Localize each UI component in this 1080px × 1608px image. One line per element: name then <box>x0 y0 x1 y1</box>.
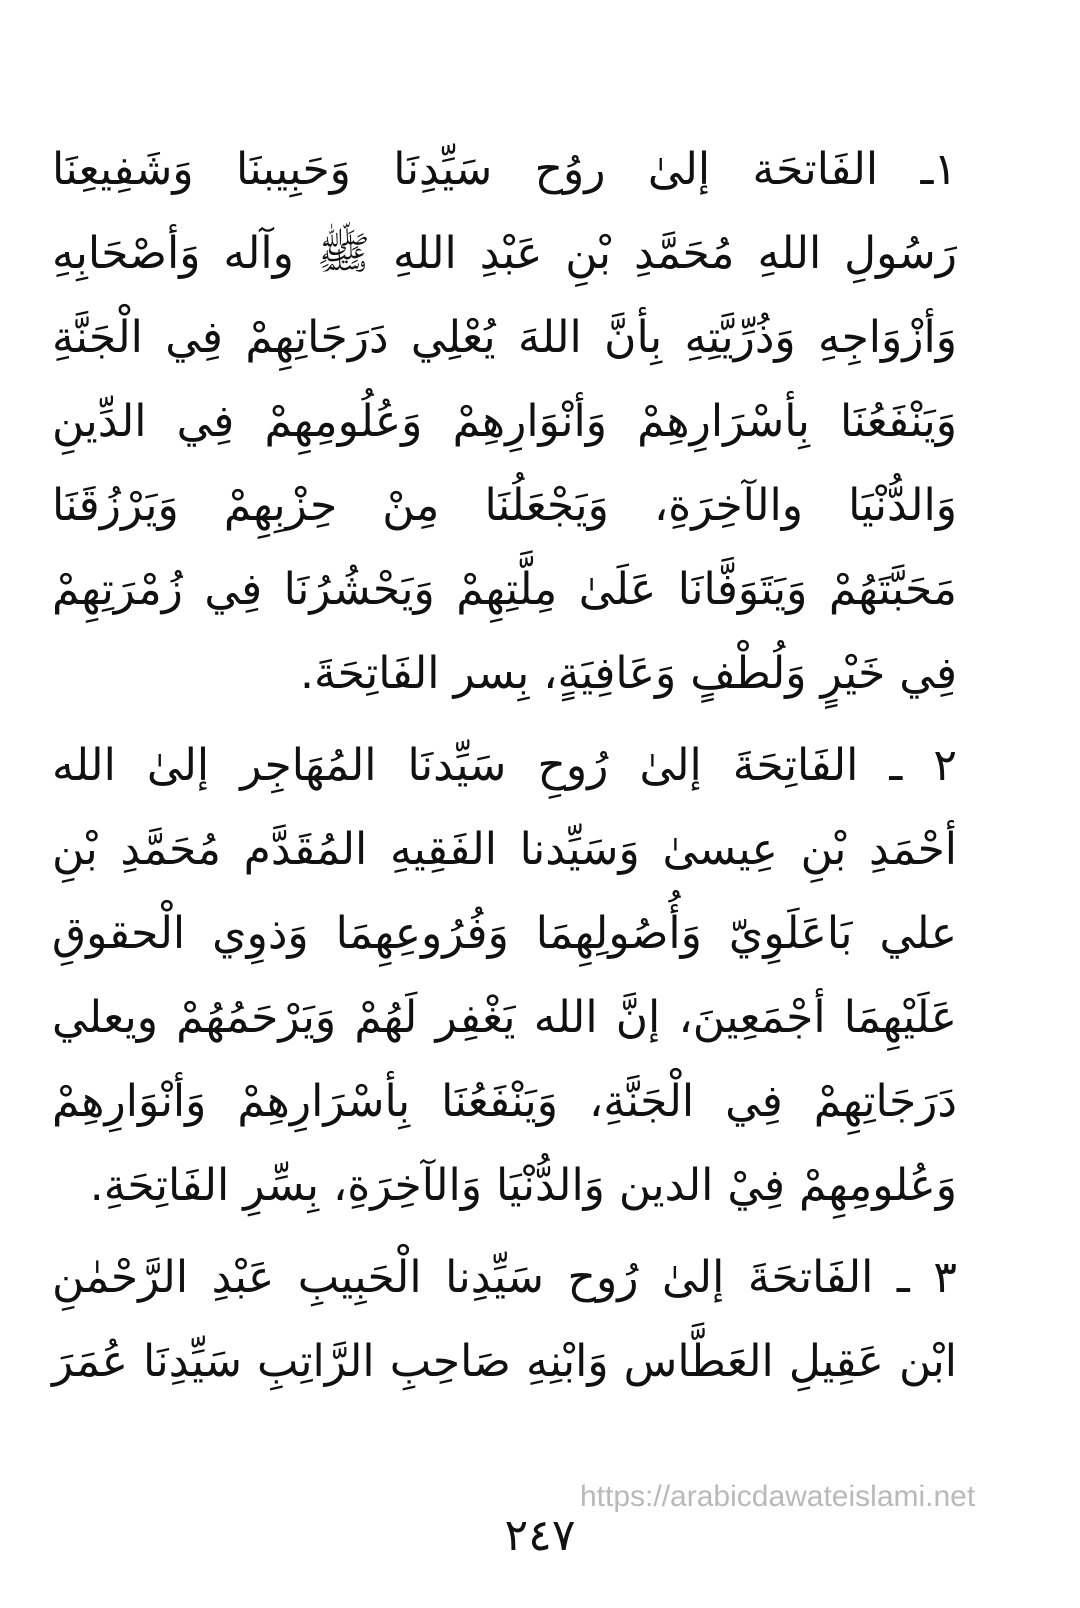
body-text <box>52 128 957 1404</box>
paragraph-1 <box>52 128 957 716</box>
text-line: دَرَجَاتِهِمْ فِي الْجَنَّةِ، وَيَنْفَعُنَا بِأسْرَارِهِمْ وَأنْوَارِهِمْ <box>52 1076 957 1127</box>
text-line: مَحَبَّتَهُمْ وَيَتَوَفَّانَا عَلَىٰ مِلَّتِهِمْ وَيَحْشُرُنَا فِي زُمْرَتِهِمْ <box>52 564 957 615</box>
text-line: رَسُولِ اللهِ مُحَمَّدِ بْنِ عَبْدِ اللهِ ﷺ وآله وَأصْحَابِهِ <box>52 228 957 279</box>
text-line: وَأزْوَاجِهِ وَذُرِّيَّتِهِ بِأنَّ اللهَ يُعْلِي دَرَجَاتِهِمْ فِي الْجَنَّةِ <box>52 312 957 363</box>
text-line: ١ـ الفَاتحَة إلىٰ روُح سَيِّدِنَا وَحَبِيبنَا وَشَفِيعِنَا <box>52 144 957 195</box>
text-line: عَلَيْهِمَا أجْمَعِينَ، إنَّ الله يَغْفِر لَهُمْ وَيَرْحَمُهُمْ ويعلي <box>52 992 957 1043</box>
text-line: ٣ ـ الفَاتحَةَ إلىٰ رُوح سَيِّدِنا الْحَبِيبِ عَبْدِ الرَّحْمٰنِ <box>52 1252 957 1303</box>
text-line: وَيَنْفَعُنَا بِأسْرَارِهِمْ وَأنْوَارِهِمْ وَعُلُومِهِمْ فِي الدِّينِ <box>52 396 957 447</box>
page-number: ٢٤٧ <box>504 1510 576 1561</box>
watermark-url: https://arabicdawateislami.net <box>580 1480 976 1513</box>
text-line: وَعُلومِهِمْ فِيْ الدين وَالدُّنْيَا وَالآخِرَةِ، بِسِّرِ الفَاتِحَةِ. <box>89 1160 957 1211</box>
text-line: ٢ ـ الفَاتِحَةَ إلىٰ رُوحِ سَيِّدنَا المُهَاجِر إلىٰ الله <box>52 740 957 791</box>
text-line: أحْمَدِ بْنِ عِيسىٰ وَسَيِّدنا الفَقِيهِ المُقَدَّم مُحَمَّدِ بْنِ <box>52 824 957 875</box>
text-line: علي بَاعَلَوِيّ وَأُصُولِهِمَا وَفُرُوعِهِمَا وَذوِي الْحقوقِ <box>52 908 957 959</box>
text-line: ابْن عَقِيلِ العَطَّاس وَابْنِهِ صَاحِبِ الرَّاتِبِ سَيِّدِنَا عُمَرَ <box>52 1336 957 1387</box>
text-line: فِي خَيْرٍ وَلُطْفٍ وَعَافِيَةٍ، بِسر الفَاتِحَةَ. <box>300 648 957 699</box>
paragraph-2 <box>52 724 957 1228</box>
text-line: وَالدُّنْيَا والآخِرَةِ، وَيَجْعَلُنَا مِنْ حِزْبِهِمْ وَيَرْزُقَنَا <box>52 480 957 531</box>
paragraph-3 <box>52 1236 957 1404</box>
